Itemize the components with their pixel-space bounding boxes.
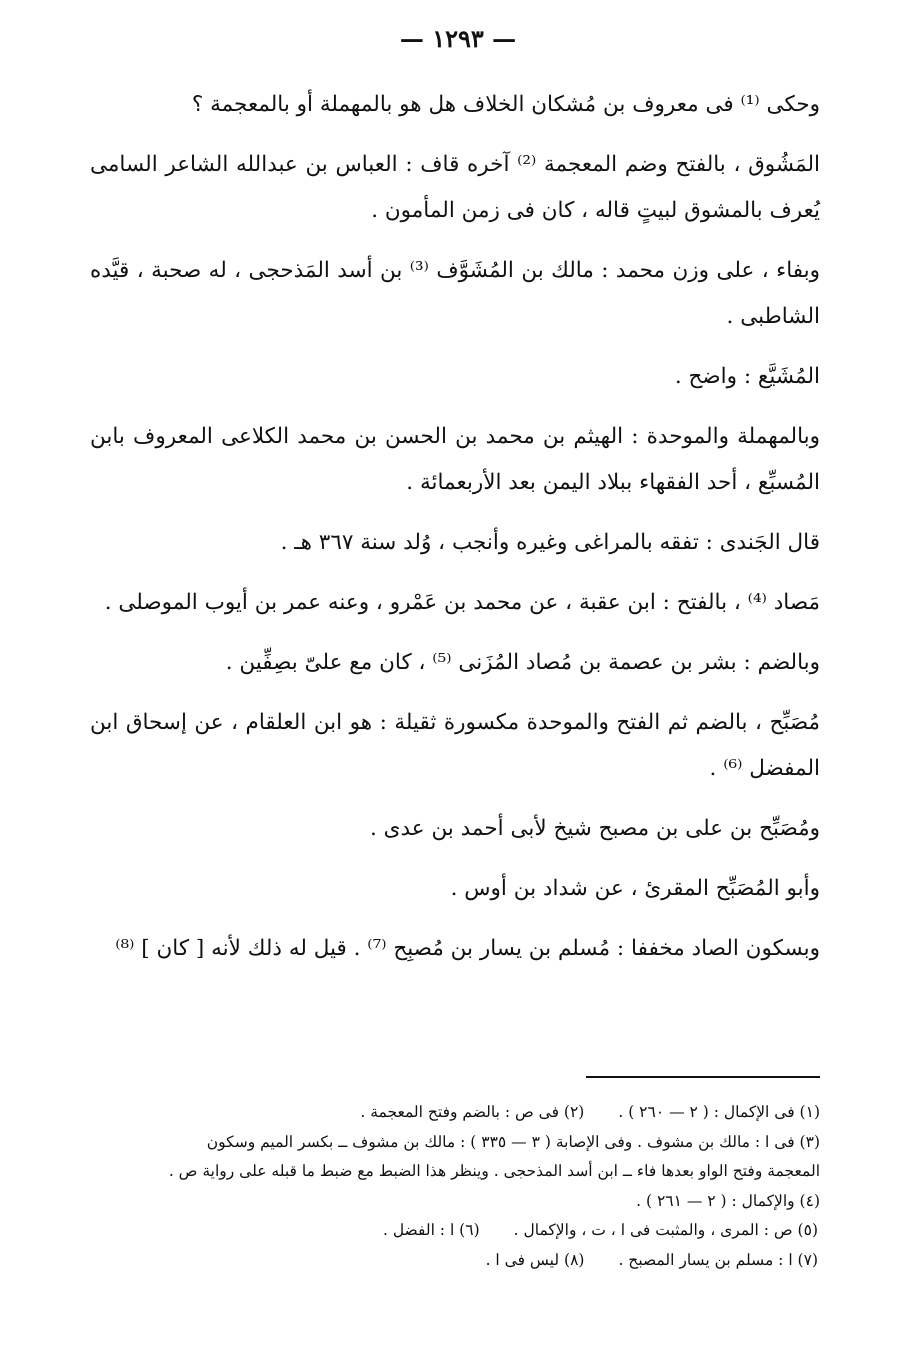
paragraph-8: وبالضم : بشر بن عصمة بن مُصاد المُزَنى ⁽⁵⁾ ، كان مع علىّ بصِفِّين .: [225, 650, 820, 675]
footnote-divider: [586, 1076, 820, 1078]
footnote-line: [96, 1187, 820, 1217]
footnote-2: (٢) فى ص : بالضم وفتح المعجمة .: [360, 1103, 585, 1121]
page-number: — ١٢٩٣ —: [399, 24, 517, 53]
footnote-7: (٧) ا : مسلم بن يسار المصبح .: [618, 1250, 818, 1269]
footnote-3-continued: المعجمة وفتح الواو بعدها فاء ــ ابن أسد المذحجى . وينظر هذا الضبط مع ضبط ما قبله على رواية ص .: [168, 1162, 820, 1180]
footnote-4: (٤) والإكمال : ( ٢ — ٢٦١ ) .: [636, 1191, 820, 1210]
main-text: [90, 82, 820, 982]
paragraph-6: قال الجَندى : تفقه بالمراغى وغيره وأنجب ، وُلد سنة ٣٦٧ هـ .: [280, 530, 820, 555]
footnote-line: [96, 1157, 820, 1187]
paragraph-9: مُصَبِّح ، بالضم ثم الفتح والموحدة مكسورة ثقيلة : هو ابن العلقام ، عن إسحاق ابن المفضل ⁽⁶⁾ .: [90, 710, 820, 781]
footnote-8: (٨) ليس فى ا .: [485, 1250, 585, 1269]
footnote-line: [96, 1128, 820, 1158]
paragraph-12: وبسكون الصاد مخففا : مُسلم بن يسار بن مُصبِح ⁽⁷⁾ . قيل له ذلك لأنه [ كان ] ⁽⁸⁾: [115, 936, 820, 961]
footnote-line: [96, 1216, 820, 1246]
footnotes: [96, 1098, 820, 1275]
footnote-1: (١) فى الإكمال : ( ٢ — ٢٦٠ ) .: [618, 1103, 820, 1121]
footnote-line: [96, 1098, 820, 1128]
paragraph-5: وبالمهملة والموحدة : الهيثم بن محمد بن الحسن بن محمد الكلاعى المعروف بابن المُسبِّع ، أحد الفقهاء ببلاد اليمن بعد الأربعمائة .: [90, 424, 820, 495]
paragraph-2: المَشُوق ، بالفتح وضم المعجمة ⁽²⁾ آخره قاف : العباس بن عبدالله الشاعر السامى يُعرف بالمشوق لبيتٍ قاله ، كان فى زمن المأمون .: [90, 152, 820, 223]
paragraph-4: المُشَيَّع : واضح .: [674, 364, 820, 389]
footnote-6: (٦) ا : الفضل .: [382, 1221, 480, 1239]
footnote-line: [96, 1246, 820, 1276]
paragraph-7: مَصاد ⁽⁴⁾ ، بالفتح : ابن عقبة ، عن محمد بن عَمْرو ، وعنه عمر بن أيوب الموصلى .: [104, 590, 820, 615]
paragraph-11: وأبو المُصَبِّح المقرئ ، عن شداد بن أوس .: [450, 876, 820, 901]
footnote-3: (٣) فى ا : مالك بن مشوف . وفى الإصابة ( ٣ — ٣٣٥ ) : مالك بن مشوف ــ بكسر الميم وسكون: [206, 1132, 820, 1151]
paragraph-1: وحكى ⁽¹⁾ فى معروف بن مُشكان الخلاف هل هو بالمهملة أو بالمعجمة ؟: [191, 92, 820, 117]
footnote-5: (٥) ص : المرى ، والمثبت فى ا ، ت ، والإكمال .: [513, 1221, 818, 1239]
paragraph-10: ومُصَبِّح بن على بن مصبح شيخ لأبى أحمد بن عدى .: [370, 816, 820, 841]
paragraph-3: وبفاء ، على وزن محمد : مالك بن المُشَوَّف ⁽³⁾ بن أسد المَذحجى ، له صحبة ، قيَّده الشاطبى .: [90, 258, 820, 329]
